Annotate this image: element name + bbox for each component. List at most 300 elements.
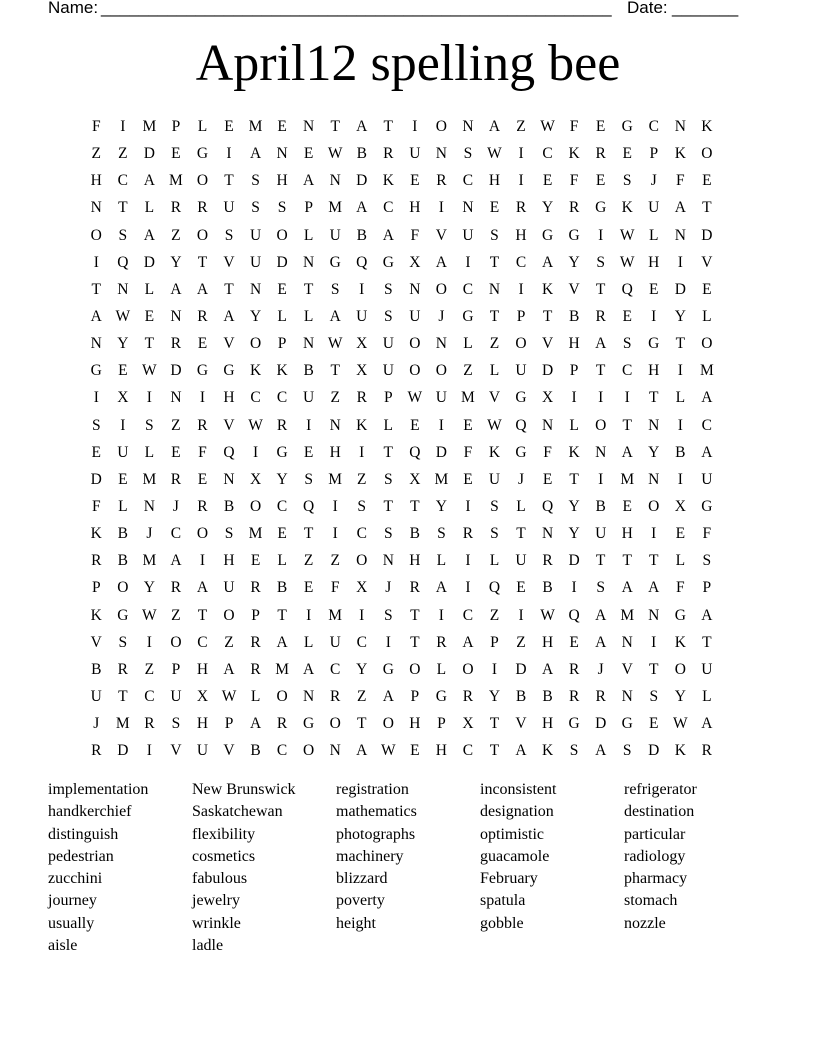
grid-letter: Y [276,470,288,488]
grid-letter: E [702,172,712,190]
word-list-item: height [336,914,376,932]
grid-letter: N [90,199,102,217]
grid-letter: B [409,525,420,543]
grid-letter: N [621,633,633,651]
grid-letter: T [277,606,287,624]
grid-letter: C [170,525,182,543]
grid-letter: I [359,280,365,298]
grid-letter: U [382,335,394,353]
grid-letter: L [383,416,394,434]
grid-letter: O [435,362,447,380]
grid-letter: O [117,579,129,597]
grid-letter: G [515,389,527,407]
grid-letter: A [541,660,554,678]
grid-letter: S [569,742,579,760]
grid-letter: L [436,552,447,570]
grid-letter: S [622,172,632,190]
grid-letter: G [595,199,607,217]
grid-letter: I [385,633,391,651]
word-list-item: journey [48,892,97,910]
grid-letter: W [142,362,157,380]
grid-letter: B [675,443,686,461]
word-list-column [624,779,764,935]
grid-letter: B [117,525,128,543]
grid-letter: U [701,470,713,488]
grid-letter: S [383,307,393,325]
grid-letter: R [250,660,261,678]
grid-letter: A [170,552,182,570]
grid-letter: E [144,307,155,325]
grid-letter: A [196,280,209,298]
word-list-item: pedestrian [48,847,114,865]
grid-letter: Y [249,307,262,325]
grid-letter: L [463,335,473,353]
grid-letter: Z [463,362,473,380]
grid-letter: E [118,362,128,380]
grid-letter: R [436,633,447,651]
grid-letter: N [90,335,102,353]
grid-letter: R [701,742,713,760]
grid-letter: T [224,280,234,298]
grid-letter: C [462,172,474,190]
grid-letter: W [619,253,635,271]
word-list-column [480,779,620,935]
word-list-item: pharmacy [624,870,688,888]
grid-letter: V [435,226,447,244]
grid-letter: E [277,525,287,543]
grid-letter: I [677,470,683,488]
grid-letter: T [569,470,579,488]
grid-letter: R [595,307,606,325]
grid-letter: W [540,118,555,135]
grid-letter: W [327,335,343,353]
grid-letter: S [251,172,260,190]
grid-letter: M [142,470,157,488]
grid-letter: U [409,145,421,163]
grid-letter: E [622,497,632,515]
grid-letter: O [90,226,102,244]
grid-letter: I [651,633,657,651]
grid-letter: I [438,199,444,217]
grid-letter: G [541,226,554,244]
grid-letter: X [117,389,129,407]
grid-letter: D [276,253,288,271]
grid-letter: S [224,226,234,244]
grid-letter: N [117,280,129,298]
grid-letter: R [197,199,208,217]
grid-letter: P [516,307,526,325]
grid-letter: J [93,715,100,733]
grid-letter: Z [357,470,367,488]
grid-letter: K [488,443,501,461]
grid-letter: E [622,307,632,325]
grid-letter: S [145,416,154,434]
grid-letter: M [275,660,289,678]
grid-letter: O [701,335,713,353]
grid-letter: I [93,389,99,407]
word-list-item: ladle [192,937,224,955]
grid-letter: S [649,687,659,705]
grid-letter: H [648,253,660,271]
grid-letter: D [701,226,713,244]
grid-letter: D [568,552,580,570]
grid-letter: V [223,335,235,353]
grid-letter: E [489,199,500,217]
grid-letter: Z [224,633,234,651]
grid-letter: G [701,497,713,515]
grid-letter: T [622,416,632,434]
grid-letter: C [462,606,474,624]
grid-letter: I [306,606,312,624]
grid-letter: J [650,172,657,190]
grid-letter: L [197,118,208,135]
grid-letter: R [197,416,208,434]
grid-letter: U [249,253,262,271]
grid-letter: Z [91,145,101,163]
grid-letter: N [329,416,341,434]
grid-letter: L [144,199,155,217]
grid-letter: D [117,742,129,760]
grid-letter: M [169,172,183,190]
grid-letter: T [197,606,208,624]
grid-letter: S [383,606,393,624]
grid-letter: M [328,606,343,624]
grid-letter: T [649,660,659,678]
grid-letter: I [359,443,365,461]
grid-letter: Z [303,552,314,570]
grid-letter: G [568,226,580,244]
grid-letter: O [303,742,315,760]
word-list-item: handkerchief [48,803,132,821]
grid-letter: X [249,470,262,488]
word-list-item: machinery [336,847,404,865]
grid-letter: T [649,389,659,407]
grid-letter: Z [171,416,181,434]
grid-letter: U [117,443,129,461]
grid-letter: C [276,742,288,760]
grid-letter: M [142,552,157,570]
word-list-column [48,779,188,957]
grid-letter: M [328,470,343,488]
grid-letter: I [651,307,657,325]
grid-letter: F [702,525,712,543]
grid-letter: N [303,118,315,135]
word-list-item: flexibility [192,825,256,843]
grid-letter: Q [621,280,633,298]
grid-letter: O [196,226,209,244]
grid-letter: S [357,497,367,515]
grid-letter: E [569,633,579,651]
grid-letter: M [620,606,635,624]
grid-letter: E [197,335,208,353]
grid-letter: R [197,307,208,325]
grid-letter: H [196,715,209,733]
grid-letter: Q [541,497,554,515]
grid-letter: T [489,742,500,760]
grid-letter: I [518,172,524,190]
grid-letter: Y [435,497,447,515]
grid-letter: G [462,307,474,325]
grid-letter: G [223,362,235,380]
grid-letter: B [223,497,235,515]
grid-letter: I [518,145,524,163]
grid-letter: I [651,525,657,543]
grid-letter: I [438,606,444,624]
grid-letter: N [329,172,341,190]
grid-letter: R [117,660,128,678]
grid-letter: R [568,199,580,217]
grid-letter: J [385,579,392,597]
grid-letter: N [435,335,447,353]
grid-letter: L [303,633,314,651]
grid-letter: U [382,362,394,380]
word-list-item: zucchini [48,870,103,888]
grid-letter: M [142,118,157,135]
grid-letter: S [437,525,446,543]
grid-letter: O [276,226,288,244]
word-list-item: jewelry [192,892,240,910]
grid-letter: A [701,443,713,461]
grid-letter: W [407,389,423,407]
grid-letter: S [224,525,234,543]
grid-letter: O [356,552,368,570]
grid-letter: G [382,253,394,271]
word-list-item: usually [48,914,95,932]
word-list-item: optimistic [480,825,544,843]
word-list-item: aisle [48,937,78,955]
grid-letter: P [490,633,499,651]
grid-letter: L [702,307,712,325]
grid-letter: C [648,118,659,135]
word-list-item: spatula [480,892,526,910]
word-list-item: Saskatchewan [192,803,283,821]
grid-letter: N [249,280,262,298]
grid-letter: H [488,172,501,190]
grid-letter: C [515,253,527,271]
grid-letter: P [171,660,181,678]
grid-letter: C [197,633,208,651]
word-list-item: New Brunswick [192,781,296,798]
grid-letter: N [648,416,660,434]
grid-letter: M [699,362,714,380]
grid-letter: Q [488,579,501,597]
grid-letter: E [463,416,473,434]
grid-letter: C [330,660,341,678]
grid-letter: D [648,742,660,760]
grid-letter: Y [648,443,660,461]
grid-letter: E [250,552,261,570]
grid-letter: R [144,715,155,733]
grid-letter: H [568,335,580,353]
word-list-item: wrinkle [192,914,241,932]
grid-letter: I [465,579,471,597]
grid-letter: T [489,715,500,733]
grid-letter: E [702,280,712,298]
grid-letter: R [91,552,102,570]
grid-letter: T [702,199,712,217]
grid-letter: N [409,280,421,298]
grid-letter: D [170,362,182,380]
grid-letter: A [382,226,394,244]
grid-letter: B [595,497,606,515]
grid-letter: Z [330,389,340,407]
grid-letter: U [435,389,447,407]
grid-letter: T [330,118,340,135]
grid-letter: E [277,118,287,135]
grid-letter: H [409,199,421,217]
grid-letter: E [675,525,686,543]
grid-letter: U [488,470,501,488]
grid-letter: F [330,579,340,597]
grid-letter: W [487,145,502,163]
grid-letter: O [648,497,660,515]
grid-letter: B [542,687,553,705]
grid-letter: K [90,525,102,543]
grid-letter: H [196,660,209,678]
grid-letter: U [515,362,527,380]
grid-letter: O [462,660,474,678]
grid-letter: C [383,199,394,217]
grid-letter: E [542,172,553,190]
date-label: Date: [627,0,668,17]
grid-letter: A [90,307,102,325]
grid-letter: A [143,172,155,190]
grid-letter: L [702,687,712,705]
grid-letter: C [356,525,367,543]
grid-letter: K [356,416,368,434]
grid-letter: N [170,389,182,407]
grid-letter: K [568,145,580,163]
grid-letter: T [118,199,128,217]
grid-letter: L [277,307,287,325]
grid-letter: B [250,742,261,760]
grid-letter: A [488,118,501,135]
grid-letter: W [619,226,635,244]
grid-letter: I [359,606,365,624]
grid-letter: E [224,118,234,135]
grid-letter: K [674,145,686,163]
grid-letter: L [144,443,155,461]
grid-letter: A [276,633,288,651]
grid-letter: T [91,280,101,298]
grid-letter: O [435,118,447,135]
grid-letter: T [516,525,526,543]
grid-letter: B [91,660,102,678]
grid-letter: F [198,443,207,461]
grid-letter: I [199,552,206,570]
grid-letter: Q [409,443,421,461]
grid-letter: S [91,416,101,434]
grid-letter: H [90,172,102,190]
grid-letter: T [357,715,367,733]
grid-letter: L [489,362,500,380]
word-list-item: particular [624,825,686,843]
grid-letter: U [701,660,713,678]
grid-letter: C [276,497,288,515]
grid-letter: J [172,497,179,515]
grid-letter: I [598,226,604,244]
grid-letter: I [199,389,206,407]
word-list-column [336,779,476,935]
grid-letter: I [465,552,471,570]
grid-letter: M [248,118,263,135]
grid-letter: E [649,715,659,733]
grid-letter: P [437,715,446,733]
grid-letter: I [677,253,683,271]
grid-letter: V [488,389,501,407]
grid-letter: E [118,470,128,488]
grid-letter: U [329,226,341,244]
grid-letter: T [622,552,632,570]
grid-letter: S [490,525,499,543]
grid-letter: A [382,687,394,705]
grid-letter: A [249,145,262,163]
grid-letter: T [595,552,606,570]
grid-letter: T [330,362,340,380]
grid-letter: I [93,253,99,271]
grid-letter: Y [117,335,129,353]
grid-letter: R [91,742,102,760]
grid-letter: W [672,715,688,733]
grid-letter: R [595,145,606,163]
grid-letter: I [332,497,338,515]
grid-letter: T [383,443,394,461]
grid-letter: M [328,199,343,217]
grid-letter: E [542,470,553,488]
grid-letter: H [541,633,554,651]
grid-letter: X [674,497,686,515]
grid-letter: O [196,172,209,190]
grid-letter: A [435,253,447,271]
grid-letter: I [465,497,471,515]
grid-letter: Y [356,660,368,678]
grid-letter: N [595,443,607,461]
grid-letter: R [276,416,288,434]
grid-letter: J [597,660,604,678]
grid-letter: C [701,416,713,434]
grid-letter: B [356,145,367,163]
grid-letter: B [542,579,553,597]
grid-letter: G [276,443,288,461]
grid-letter: Y [568,497,580,515]
grid-letter: T [383,118,394,135]
word-list-item: nozzle [624,914,666,932]
grid-letter: H [276,172,288,190]
grid-letter: D [143,253,155,271]
grid-letter: V [515,715,527,733]
grid-letter: O [701,145,713,163]
grid-letter: E [516,579,526,597]
grid-letter: O [595,416,607,434]
grid-letter: A [223,307,235,325]
grid-letter: Q [356,253,368,271]
word-list-item: distinguish [48,825,119,843]
grid-letter: U [356,307,368,325]
grid-letter: R [383,145,394,163]
grid-letter: X [462,715,474,733]
grid-letter: S [596,253,605,271]
grid-letter: D [435,443,447,461]
grid-letter: R [542,552,553,570]
grid-letter: I [146,742,152,760]
grid-letter: F [91,497,101,515]
grid-letter: W [487,416,502,434]
grid-letter: T [410,497,420,515]
grid-letter: W [115,307,131,325]
grid-letter: I [120,118,126,135]
grid-letter: M [620,470,635,488]
grid-letter: N [621,687,633,705]
